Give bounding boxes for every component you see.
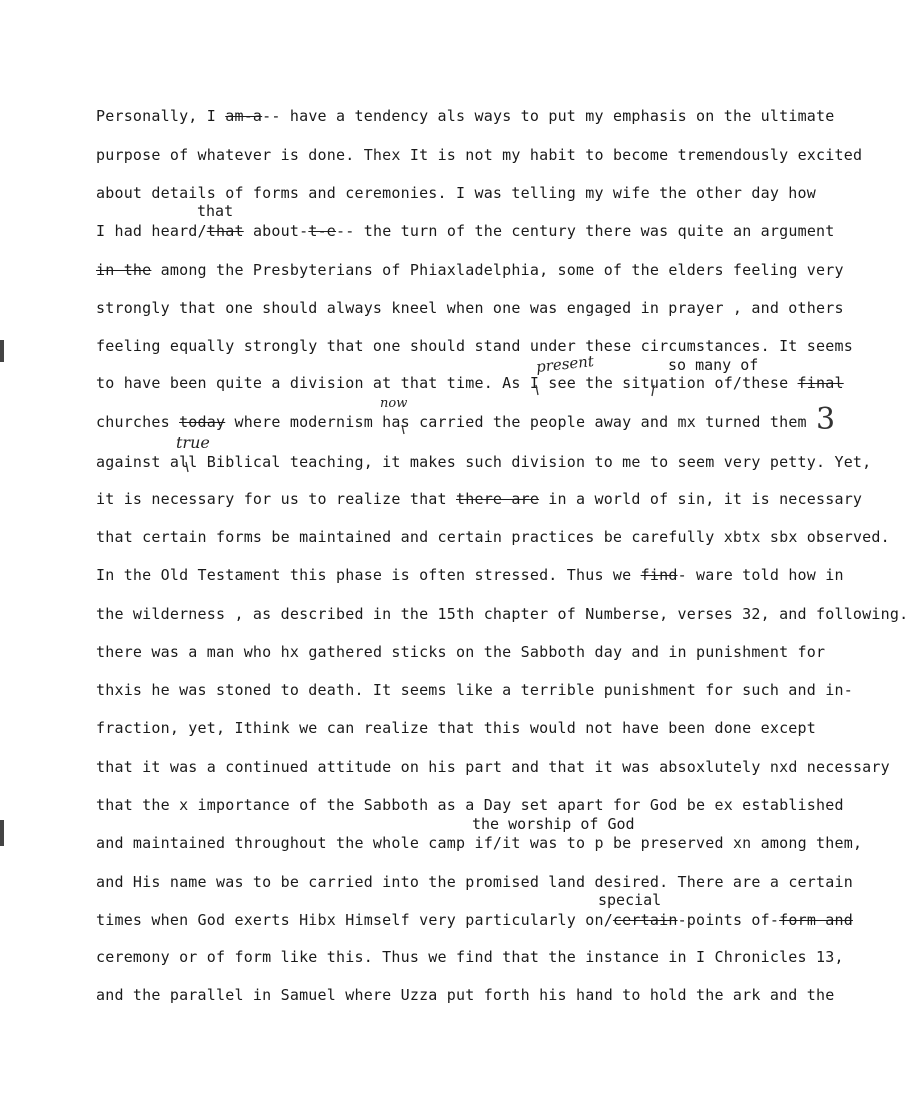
overtyped-text: xn: [732, 834, 752, 852]
line-text: about-: [243, 222, 309, 240]
struck-text: today: [179, 413, 226, 431]
line-text: I had heard/: [96, 222, 207, 240]
line-text: thxis he was stoned to death. It seems like a terrible punishment for such and in-: [96, 681, 853, 699]
left-edge-mark: [0, 820, 4, 846]
struck-text: certain: [612, 911, 678, 929]
line-text: that the: [96, 796, 180, 814]
handwritten-present: present: [535, 352, 595, 376]
overtyped-text: Thex: [363, 146, 401, 164]
margin-page-number: 3: [816, 402, 836, 437]
line-text: It is not my habit to become tremendously excited: [400, 146, 863, 164]
line-text: ways to put my emphasis on the ultimate: [465, 107, 835, 125]
line-text: and His name was to be carried into the promised land desired. There are: [96, 873, 770, 891]
line-text: among the Presbyterians of Phiaxladelphia, some of the elders feeling very: [151, 261, 844, 279]
line-text: -points of-: [677, 911, 780, 929]
line-text: turned them: [696, 413, 807, 431]
overtyped-text: s: [456, 107, 466, 125]
line-text: established: [732, 796, 844, 814]
line-text: churches: [96, 413, 180, 431]
line-text: In the Old Testament this phase is often stressed. Thus we: [96, 566, 641, 584]
handwritten-now: now: [380, 396, 408, 411]
insert-worship: the worship of God: [472, 815, 635, 833]
overtyped-text: p: [594, 834, 604, 852]
line-text: and maintained throughout the whole camp if/: [96, 834, 503, 852]
line-text: - ware told how in: [677, 566, 844, 584]
insert-so-many-of: so many of: [668, 356, 759, 374]
overtyped-text: it: [502, 834, 521, 852]
line-text: Himself very particularly on/: [336, 911, 613, 929]
line-text: and the parallel in Samuel where Uzza put forth his hand to hold the ark and the: [96, 986, 835, 1004]
struck-text: final: [797, 374, 844, 392]
left-edge-mark: [0, 340, 4, 362]
overtyped-text: Hibx: [299, 911, 337, 929]
insert-special: special: [598, 891, 662, 909]
overtyped-text: hx: [280, 643, 300, 661]
line-text: gathered sticks on the Sabboth day and in punishment for: [299, 643, 826, 661]
line-text: observed.: [797, 528, 890, 546]
handwritten-true: true: [176, 433, 210, 452]
line-text: importance of the Sabboth as a Day set apart for God be: [188, 796, 715, 814]
line-text: that certain forms be maintained and certain practices be carefully: [96, 528, 724, 546]
line-text: to have been quite a division at that time. As I see the situation of/these: [96, 374, 798, 392]
line-text: necessary: [797, 758, 890, 776]
caret-true: [186, 462, 188, 472]
struck-text: in the: [96, 261, 152, 279]
struck-text: t-e: [308, 222, 337, 240]
struck-text: that: [206, 222, 244, 240]
line-text: was to: [520, 834, 595, 852]
struck-text: form and: [779, 911, 853, 929]
line-text: about details of forms and ceremonies. I was telling my wife the other day how: [96, 184, 816, 202]
line-text: ceremony or of form like this. Thus we find that the instance in I Chronicles 13,: [96, 948, 844, 966]
line-text: Personally, I: [96, 107, 226, 125]
overtyped-text: mx: [677, 413, 697, 431]
line-text: the wilderness , as described in the 15th chapter of Numberse, verses 32, and following.: [96, 605, 908, 623]
caret-these: [652, 385, 654, 396]
insert-that: that: [197, 202, 234, 220]
line-text: be preserved: [603, 834, 733, 852]
overtyped-text: a: [769, 873, 780, 891]
line-text: certain: [779, 873, 853, 891]
line-text: among them,: [751, 834, 863, 852]
overtyped-text: ex: [714, 796, 733, 814]
line-text: times when God exerts: [96, 911, 300, 929]
struck-text: there are: [456, 490, 540, 508]
line-text: in a world of sin, it is necessary: [539, 490, 863, 508]
overtyped-text: nxd: [769, 758, 798, 776]
line-text: that it was a continued attitude on his part and that it was absoxlutely: [96, 758, 770, 776]
line-text: purpose of whatever is done.: [96, 146, 364, 164]
line-text: it is necessary for us to realize that: [96, 490, 456, 508]
line-text: -- the turn of the century there was quite an argument: [336, 222, 835, 240]
line-text: fraction, yet, Ithink we can realize that this would not have been done except: [96, 719, 816, 737]
line-text: feeling equally strongly that one should stand under these circumstances. It seems: [96, 337, 853, 355]
line-text: against all Biblical teaching, it makes such division to me to seem very petty. Yet,: [96, 453, 872, 471]
overtyped-text: xbtx sbx: [723, 528, 798, 546]
struck-text: am-a: [225, 107, 263, 125]
line-text: -- have a tendency al: [262, 107, 457, 125]
line-text: strongly that one should always kneel when one was engaged in prayer , and others: [96, 299, 844, 317]
caret-present: [536, 385, 538, 395]
caret-now: [402, 425, 404, 434]
overtyped-text: x: [179, 796, 189, 814]
line-text: there was a man who: [96, 643, 281, 661]
line-text: where modernism has carried the people away and: [225, 413, 678, 431]
struck-text: find: [640, 566, 678, 584]
